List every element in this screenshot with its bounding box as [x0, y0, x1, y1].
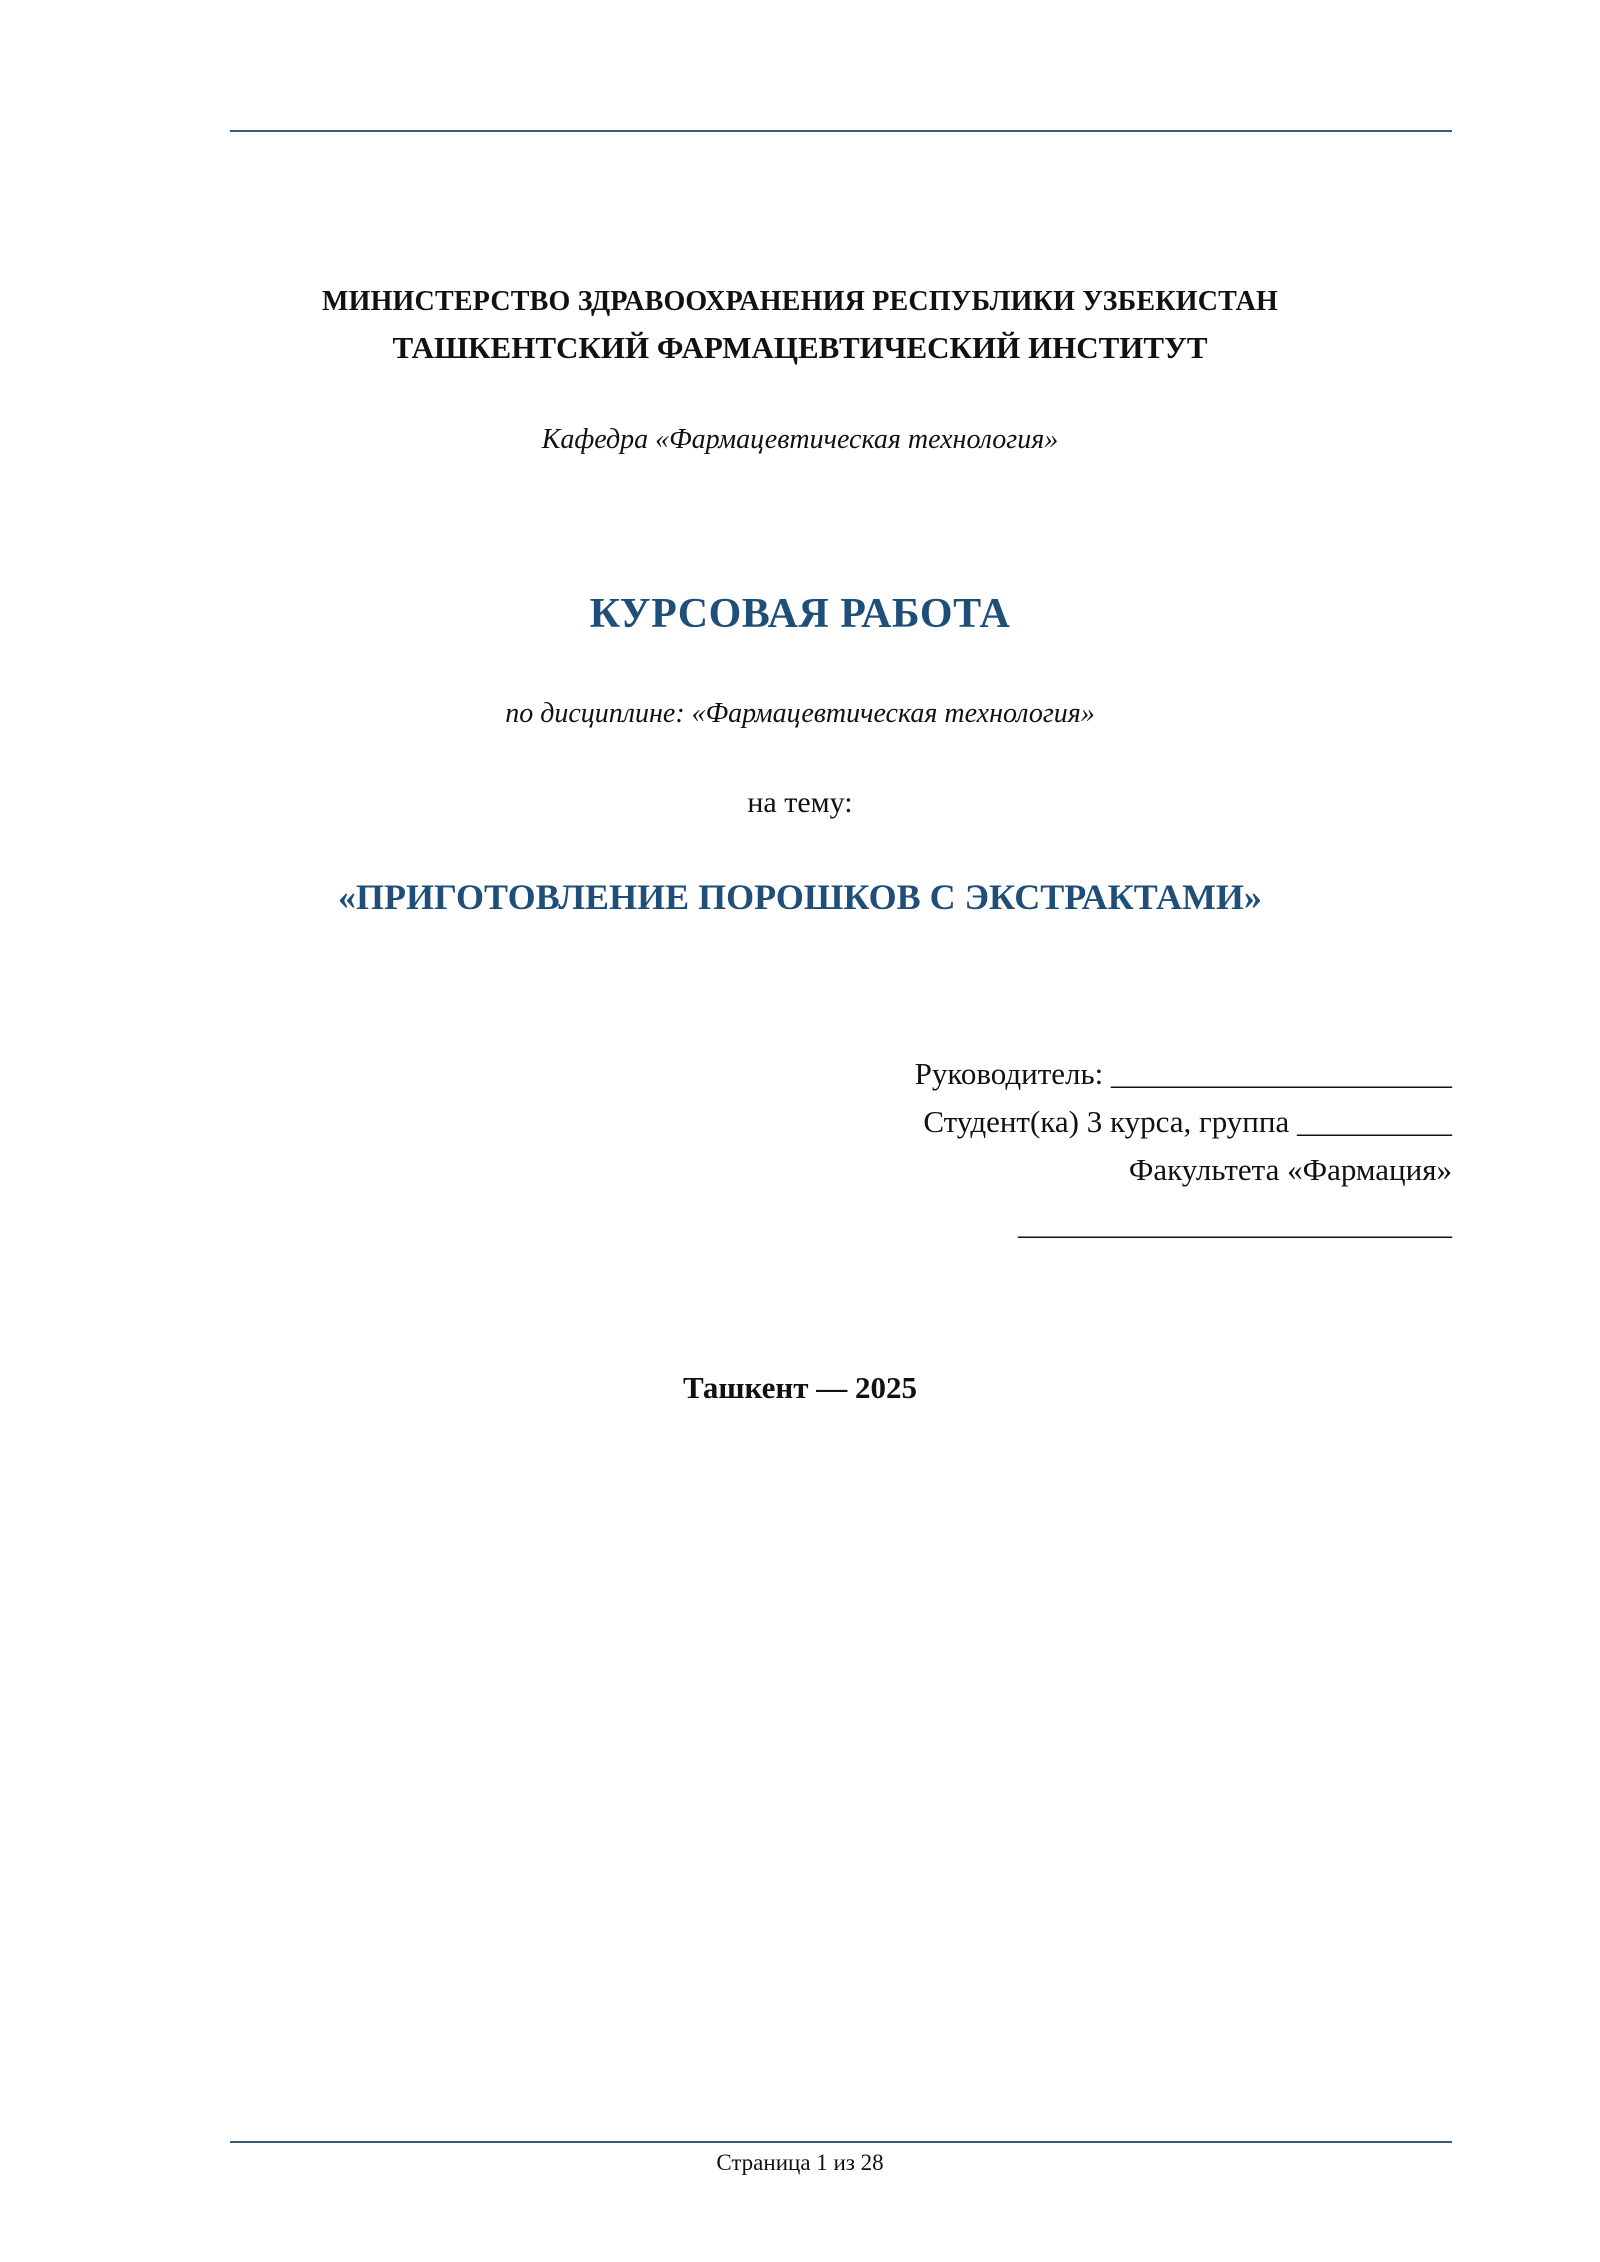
faculty-line: Факультета «Фармация» — [1128, 1152, 1452, 1187]
department-name: Кафедра «Фармацевтическая технология» — [541, 424, 1059, 455]
supervisor-line: Руководитель: ______________________ — [914, 1056, 1452, 1091]
footer-rule — [230, 2141, 1452, 2143]
document-type-title: КУРСОВАЯ РАБОТА — [589, 591, 1011, 637]
city-year: Ташкент — 2025 — [682, 1370, 917, 1405]
topic-title: «ПРИГОТОВЛЕНИЕ ПОРОШКОВ С ЭКСТРАКТАМИ» — [338, 877, 1262, 917]
header-rule — [230, 130, 1452, 132]
theme-label: на тему: — [747, 786, 853, 819]
discipline-line: по дисциплине: «Фармацевтическая технология» — [505, 698, 1095, 729]
page-number: Страница 1 из 28 — [716, 2150, 884, 2175]
name-blank-line: ____________________________ — [1018, 1206, 1452, 1241]
institute-name: ТАШКЕНТСКИЙ ФАРМАЦЕВТИЧЕСКИЙ ИНСТИТУТ — [392, 330, 1208, 365]
ministry-name: МИНИСТЕРСТВО ЗДРАВООХРАНЕНИЯ РЕСПУБЛИКИ УЗБЕКИСТАН — [321, 286, 1279, 317]
student-line: Студент(ка) 3 курса, группа __________ — [923, 1104, 1452, 1139]
